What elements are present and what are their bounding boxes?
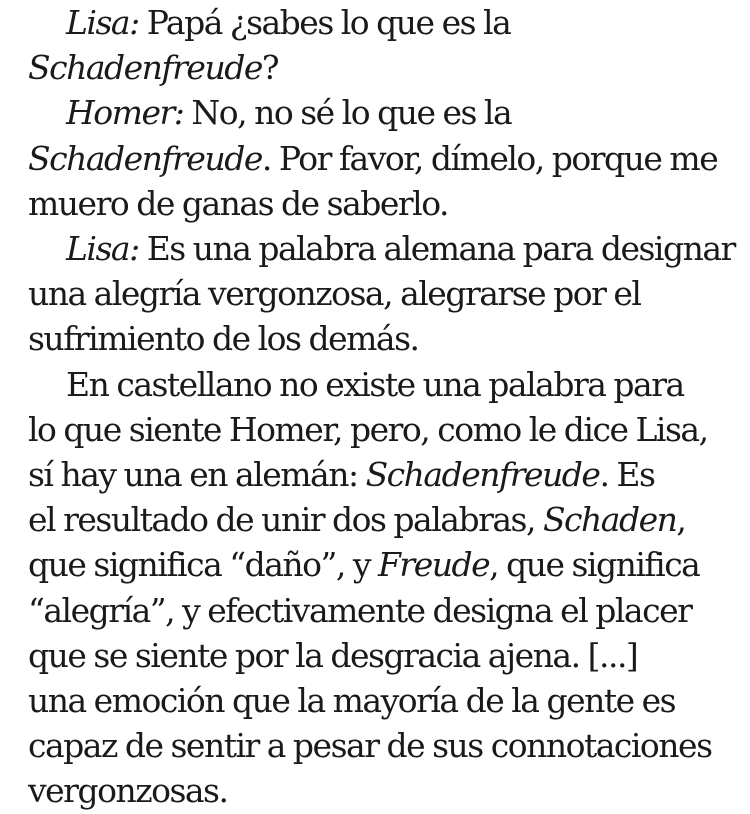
line-text: una alegría vergonzosa, alegrarse por el — [28, 274, 641, 314]
line-text: ? — [261, 48, 279, 88]
text-line — [28, 226, 743, 271]
dialogue-lisa-1 — [28, 0, 743, 90]
text-line: capaz de sentir a pesar de sus connotaciones — [28, 726, 712, 766]
text-line — [28, 0, 743, 45]
speaker-name: Lisa: — [66, 3, 139, 42]
line-text: muero de ganas de saberlo. — [28, 183, 449, 223]
line-text: , que significa — [489, 545, 700, 585]
speaker-name: Homer: — [66, 93, 184, 133]
line-text: . Es — [599, 455, 655, 495]
italic-term: Freude — [378, 545, 490, 585]
text-line — [28, 497, 743, 542]
commentary-paragraph — [28, 362, 743, 814]
text-line — [28, 316, 743, 361]
speaker-name: Lisa: — [66, 229, 139, 269]
text-line: vergonzosas. — [28, 771, 228, 811]
line-text: que significa “daño”, y — [28, 545, 379, 585]
text-line — [28, 136, 743, 181]
italic-term: Schaden — [542, 500, 677, 540]
italic-term: Schadenfreude — [365, 455, 600, 495]
line-text: , — [676, 500, 686, 540]
text-line — [28, 90, 743, 135]
text-line — [28, 271, 743, 316]
text-line — [28, 45, 743, 90]
line-text: Es una palabra alemana para designar — [138, 229, 735, 269]
text-column — [28, 0, 743, 814]
line-text: No, no sé lo que es la — [183, 93, 512, 133]
text-line — [28, 542, 743, 587]
dialogue-homer — [28, 90, 743, 226]
line-text: sufrimiento de los demás. — [28, 319, 419, 359]
line-text: sí hay una en alemán: — [28, 455, 366, 495]
text-line: En castellano no existe una palabra para — [66, 364, 684, 404]
line-text: Papá ¿sabes lo que es la — [138, 3, 511, 42]
italic-term: Schadenfreude — [28, 48, 262, 88]
text-line: una emoción que la mayoría de la gente es — [28, 681, 676, 721]
line-text: el resultado de unir dos palabras, — [28, 500, 543, 540]
text-line: que se siente por la desgracia ajena. [...] — [28, 635, 638, 675]
text-line: “alegría”, y efectivamente designa el placer — [28, 590, 692, 630]
dialogue-lisa-2 — [28, 226, 743, 362]
text-line: lo que siente Homer, pero, como le dice Lisa, — [28, 409, 708, 449]
italic-term: Schadenfreude — [28, 138, 262, 178]
text-line — [28, 181, 743, 226]
line-text: . Por favor, dímelo, porque me — [261, 138, 718, 178]
text-line — [28, 452, 743, 497]
